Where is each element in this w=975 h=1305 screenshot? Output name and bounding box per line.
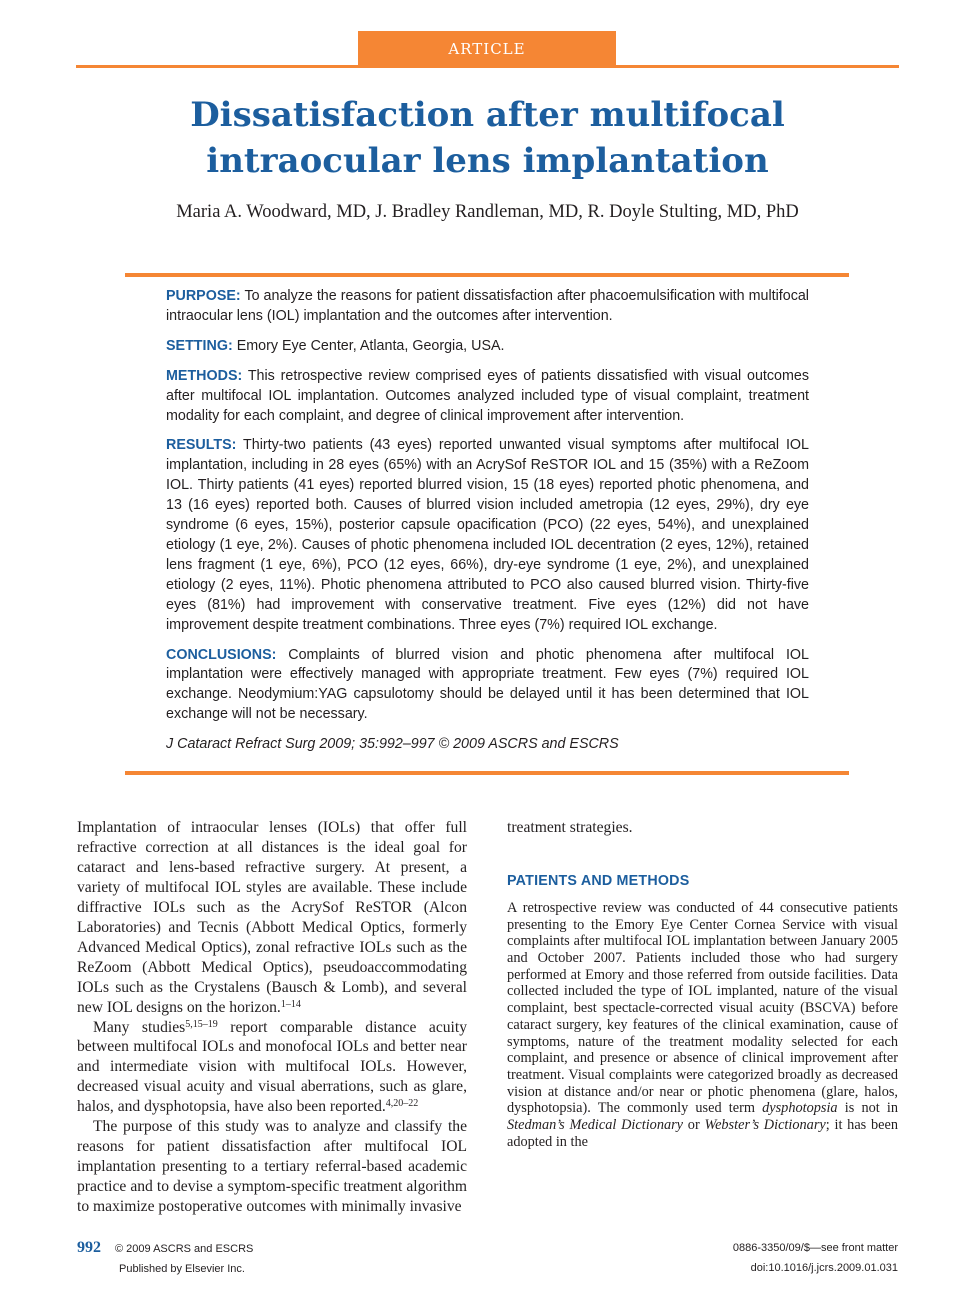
results-text: Thirty-two patients (43 eyes) reported unwanted visual symptoms after multifocal IOL implantation, including in 28 eyes (65%) with an AcrySof ReSTOR IOL and 15 (35%) with a ReZoom IOL. Thirty patients (41 eyes) reported blurred vision, 15 (18 eyes) reported photic phenomena, and 13 (16 eyes) reported both. Causes of blurred vision included ametropia (12 eyes, 29%), dry eye syndrome (6 eyes, 15%), posterior capsule opacification (PCO) (22 eyes, 54%), and unexplained etiology (1 eye, 2%). Causes of photic phenomena included IOL decentration (2 eyes, 12%), retained lens fragment (1 eye, 6%), PCO (12 eyes, 66%), dry-eye syndrome (1 eye, 2%), and unexplained etiology (2 eyes, 11%). Photic phenomena attributed to PCO also caused blurred vision. Thirty-five eyes (81%) had improvement with conservative treatment. Five eyes (12%) did not have improvement despite treatment combinations. Three eyes (7%) required IOL exchange. <box>166 437 810 633</box>
methods-text: is not in <box>837 1100 898 1117</box>
reference-citation[interactable]: 4,20–22 <box>385 1098 419 1110</box>
abstract-results <box>166 436 809 635</box>
methods-paragraph-1 <box>507 900 898 1151</box>
footer-publisher: Published by Elsevier Inc. <box>119 1263 245 1275</box>
reference-citation[interactable]: 1–14 <box>280 998 301 1010</box>
abstract-setting <box>166 337 809 357</box>
section-heading: PATIENTS AND METHODS <box>507 872 690 889</box>
intro-paragraph-1 <box>77 818 467 1018</box>
reference-citation[interactable]: 5,15–19 <box>185 1018 218 1030</box>
abstract-methods <box>166 367 809 427</box>
footer-issn: 0886-3350/09/$—see front matter <box>732 1242 898 1254</box>
methods-text: ; it has been adopted in the <box>507 1117 898 1150</box>
footer-doi[interactable]: doi:10.1016/j.jcrs.2009.01.031 <box>750 1262 898 1274</box>
intro-paragraph-2 <box>77 1018 467 1118</box>
results-label: RESULTS: <box>166 437 237 454</box>
intro-p2-text: report comparable distance acuity between multifocal IOLs and monofocal IOLs and better near and intermediate vision with multifocal IOLs. However, decreased visual acuity and visual aberrations, such as glare, halos, and dysphotopsia, have also been reported. <box>77 1018 467 1116</box>
purpose-label: PURPOSE: <box>166 288 241 304</box>
setting-text: Emory Eye Center, Atlanta, Georgia, USA. <box>236 337 505 354</box>
body-column-left <box>77 818 467 1217</box>
methods-text: or <box>683 1117 705 1134</box>
footer-copyright: © 2009 ASCRS and ESCRS <box>115 1243 254 1255</box>
footer-right <box>733 1238 898 1278</box>
setting-label: SETTING: <box>166 337 233 354</box>
methods-term: dysphotopsia <box>762 1100 838 1117</box>
article-type-tag: ARTICLE <box>358 31 616 66</box>
methods-label: METHODS: <box>166 367 243 384</box>
abstract-conclusions <box>166 646 809 726</box>
author-list: Maria A. Woodward, MD, J. Bradley Randleman, MD, R. Doyle Stulting, MD, PhD <box>176 202 799 222</box>
abstract-bottom-rule <box>125 771 849 775</box>
article-title: Dissatisfaction after multifocal intraocular lens implantation <box>190 95 785 181</box>
footer-left <box>77 1238 253 1279</box>
intro-p2-start: Many studies <box>93 1018 186 1036</box>
journal-citation: J Cataract Refract Surg 2009; 35:992–997 © 2009 ASCRS and ESCRS <box>166 736 619 753</box>
page-number: 992 <box>77 1239 101 1256</box>
intro-paragraph-3: The purpose of this study was to analyze and classify the reasons for patient dissatisfaction after multifocal IOL implantation presenting to a tertiary referral-based academic practice and to devise a symptom-specific treatment algorithm to maximize postoperative outcomes with minimally invasive <box>77 1118 467 1216</box>
conclusions-label: CONCLUSIONS: <box>166 646 277 663</box>
purpose-text: To analyze the reasons for patient dissatisfaction after phacoemulsification with multifocal intraocular lens (IOL) implantation and the outcomes after intervention. <box>166 288 809 324</box>
abstract-top-rule <box>125 273 849 277</box>
header-rule <box>76 65 899 68</box>
methods-dictionary: Stedman’s Medical Dictionary <box>507 1117 684 1134</box>
body-column-right <box>507 818 898 1150</box>
methods-text: A retrospective review was conducted of 44 consecutive patients presenting to the Emory Eye Center Cornea Service with visual complaints after multifocal IOL implantation between January 2005 and October 2007. Patients included those who had surgery performed at Emory and those referred from outside facilities. Data collected included the type of IOL implanted, nature of the visual complaint, best spectacle-corrected visual acuity (BSCVA) before cataract surgery, key features of the clinical examination, cause of symptoms, nature of the treatment modality selected for each complaint, and presence or absence of clinical improvement after treatment. Visual complaints were categorized broadly as decreased vision at distance and/or near or photic phenomena (glare, halos, dysphotopsia). The commonly used term <box>507 899 898 1117</box>
right-column-content <box>507 818 898 1150</box>
abstract-purpose <box>166 287 809 327</box>
intro-paragraph-3-continued: treatment strategies. <box>507 819 633 836</box>
methods-text: This retrospective review comprised eyes of patients dissatisfied with visual outcomes after multifocal IOL implantation. Outcomes analyzed included type of visual complaint, treatment modality for each complaint, and degree of clinical improvement after intervention. <box>166 367 809 424</box>
abstract <box>166 287 809 765</box>
conclusions-text: Complaints of blurred vision and photic phenomena after multifocal IOL implantation were effectively managed with appropriate treatment. Few eyes (7%) required IOL exchange. Neodymium:YAG capsulotomy should be delayed until it has been determined that IOL exchange will not be necessary. <box>166 646 809 723</box>
intro-p1-text: Implantation of intraocular lenses (IOLs) that offer full refractive correction at all distances is the ideal goal for cataract and lens-based refractive surgery. At present, a variety of multifocal IOL styles are available. These include diffractive IOLs such as the AcrySof ReSTOR (Alcon Laboratories) and Tecnis (Abbott Medical Optics, formerly Advanced Medical Optics), zonal refractive IOLs such as the ReZoom (Abbott Medical Optics), pseudoaccommodating IOLs such as the Crystalens (Bausch & Lomb), and several new IOL designs on the horizon. <box>77 819 467 1016</box>
methods-dictionary: Webster’s Dictionary <box>704 1117 826 1134</box>
